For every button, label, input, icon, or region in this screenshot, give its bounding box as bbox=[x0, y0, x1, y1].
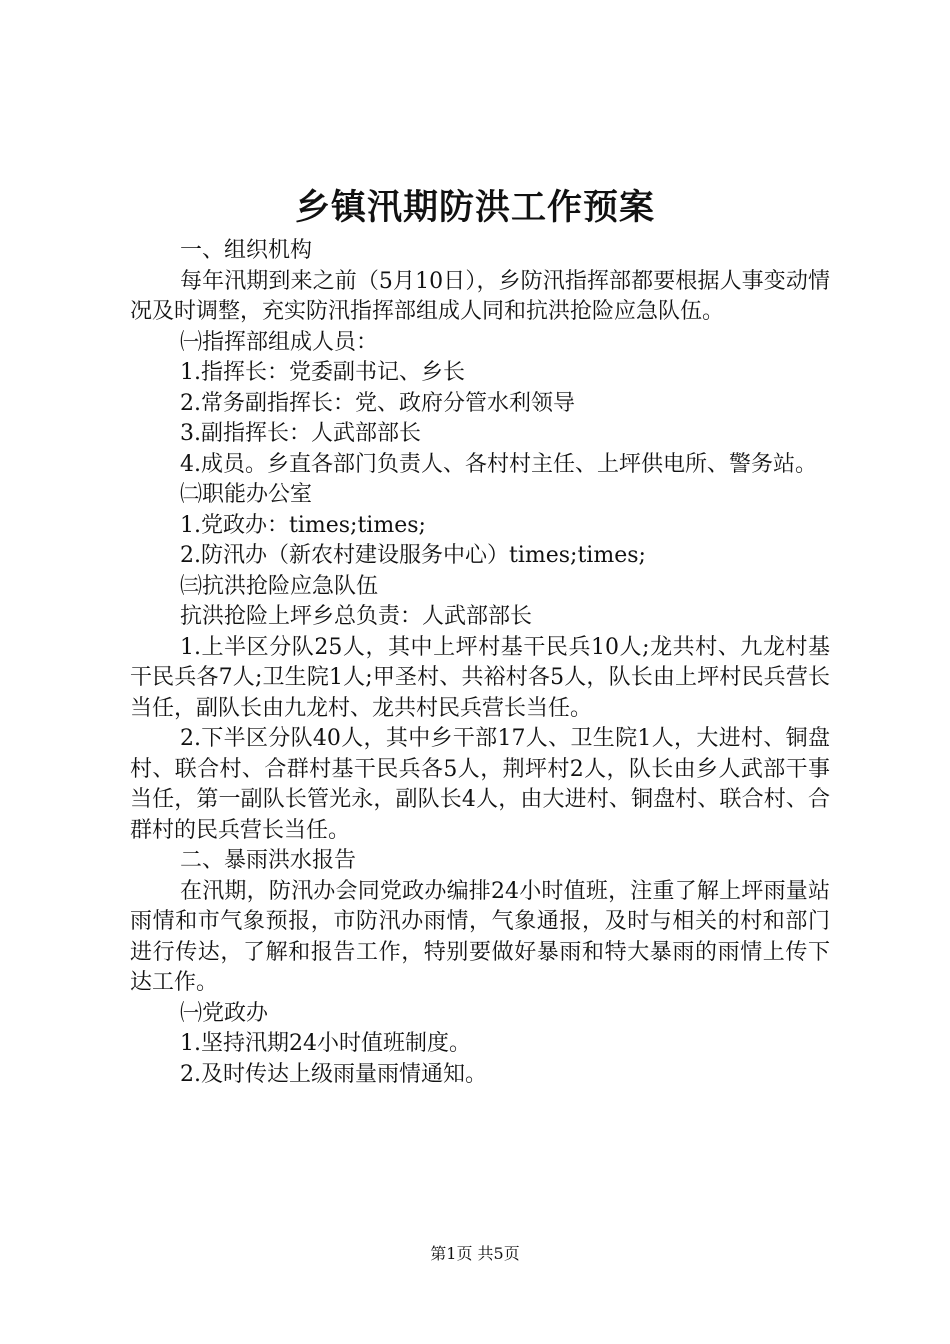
page-footer: 第1页 共5页 bbox=[430, 1244, 520, 1263]
paragraph: ㈠党政办 bbox=[180, 1000, 269, 1026]
paragraph: 2.常务副指挥长：党、政府分管水利领导 bbox=[180, 390, 575, 416]
paragraph: 3.副指挥长：人武部部长 bbox=[180, 421, 421, 446]
paragraph: 每年汛期到来之前（5月10日），乡防汛指挥部都要根据人事变动情况及时调整，充实防汛指挥部组成人同和抗洪抢险应急队伍。 bbox=[130, 268, 830, 324]
paragraph: 2.下半区分队40人，其中乡干部17人、卫生院1人，大进村、铜盘村、联合村、合群村基干民兵各5人，荆坪村2人，队长由乡人武部干事当任，第一副队长管光永，副队长4人，由大进村、铜盘村、联合村、合群村的民兵营长当任。 bbox=[130, 726, 830, 843]
paragraph: 一、组织机构 bbox=[180, 238, 313, 263]
paragraph: ㈠指挥部组成人员： bbox=[180, 329, 379, 355]
paragraph: 在汛期，防汛办会同党政办编排24小时值班，注重了解上坪雨量站雨情和市气象预报，市防汛办雨情，气象通报，及时与相关的村和部门进行传达，了解和报告工作，特别要做好暴雨和特大暴雨的雨情上传下达工作。 bbox=[130, 878, 830, 995]
paragraph: 2.及时传达上级雨量雨情通知。 bbox=[180, 1061, 487, 1087]
paragraph: 1.上半区分队25人，其中上坪村基干民兵10人;龙共村、九龙村基干民兵各7人;卫生院1人;甲圣村、共裕村各5人，队长由上坪村民兵营长当任，副队长由九龙村、龙共村民兵营长当任。 bbox=[130, 634, 830, 721]
paragraph: 抗洪抢险上坪乡总负责：人武部部长 bbox=[180, 604, 533, 629]
paragraph: 1.党政办：times;times; bbox=[180, 512, 426, 538]
paragraph: 4.成员。乡直各部门负责人、各村村主任、上坪供电所、警务站。 bbox=[180, 451, 817, 477]
paragraph: ㈡职能办公室 bbox=[180, 482, 313, 507]
paragraph: ㈢抗洪抢险应急队伍 bbox=[180, 573, 379, 599]
paragraph: 1.指挥长：党委副书记、乡长 bbox=[180, 360, 465, 385]
paragraph: 2.防汛办（新农村建设服务中心）times;times; bbox=[180, 543, 646, 568]
paragraph: 1.坚持汛期24小时值班制度。 bbox=[180, 1031, 471, 1056]
paragraph: 二、暴雨洪水报告 bbox=[180, 848, 357, 873]
document-body bbox=[130, 236, 830, 1090]
document-title: 乡镇汛期防洪工作预案 bbox=[294, 187, 655, 228]
